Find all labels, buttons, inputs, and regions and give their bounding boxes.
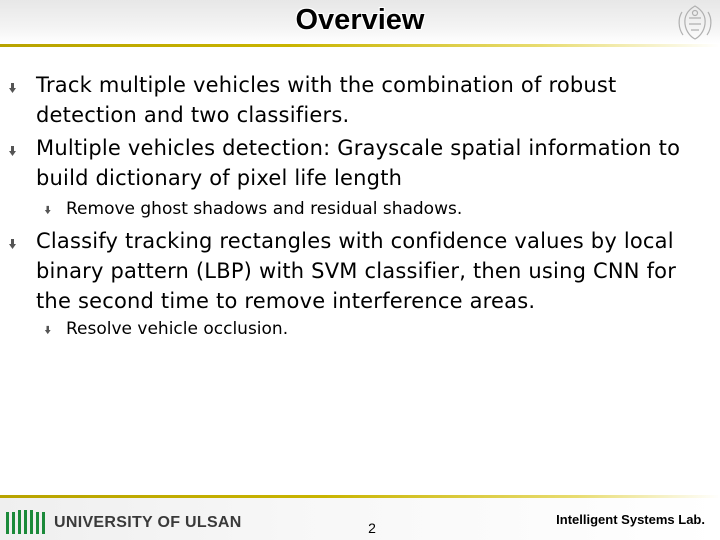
page-number: 2	[368, 520, 376, 536]
arrow-bullet-icon	[44, 205, 54, 215]
sub-bullet-item	[66, 318, 706, 340]
arrow-bullet-icon	[8, 238, 20, 250]
crest-emblem-icon	[674, 2, 716, 42]
bullet-item	[36, 226, 716, 316]
arrow-bullet-icon	[8, 145, 20, 157]
title-underline	[0, 44, 720, 47]
sub-bullet-item	[66, 198, 706, 220]
arrow-bullet-icon	[8, 82, 20, 94]
slide-title: Overview	[295, 4, 425, 36]
sub-bullet-text: Remove ghost shadows and residual shadows.	[66, 199, 463, 219]
lab-name: Intelligent Systems Lab.	[556, 512, 705, 527]
bullet-text: Multiple vehicles detection: Grayscale spatial information to build dictionary of pixel life length	[36, 136, 681, 190]
bullet-text: Classify tracking rectangles with confidence values by local binary pattern (LBP) with SVM classifier, then using CNN for the second time to remove interference areas.	[36, 229, 677, 313]
bullet-item	[36, 133, 716, 193]
bullet-text: Track multiple vehicles with the combination of robust detection and two classifiers.	[36, 73, 617, 127]
ulsan-logo-icon	[4, 508, 48, 536]
arrow-bullet-icon	[44, 325, 54, 335]
bullet-item	[36, 70, 716, 130]
sub-bullet-text: Resolve vehicle occlusion.	[66, 319, 289, 339]
university-name: UNIVERSITY OF ULSAN	[54, 514, 242, 531]
